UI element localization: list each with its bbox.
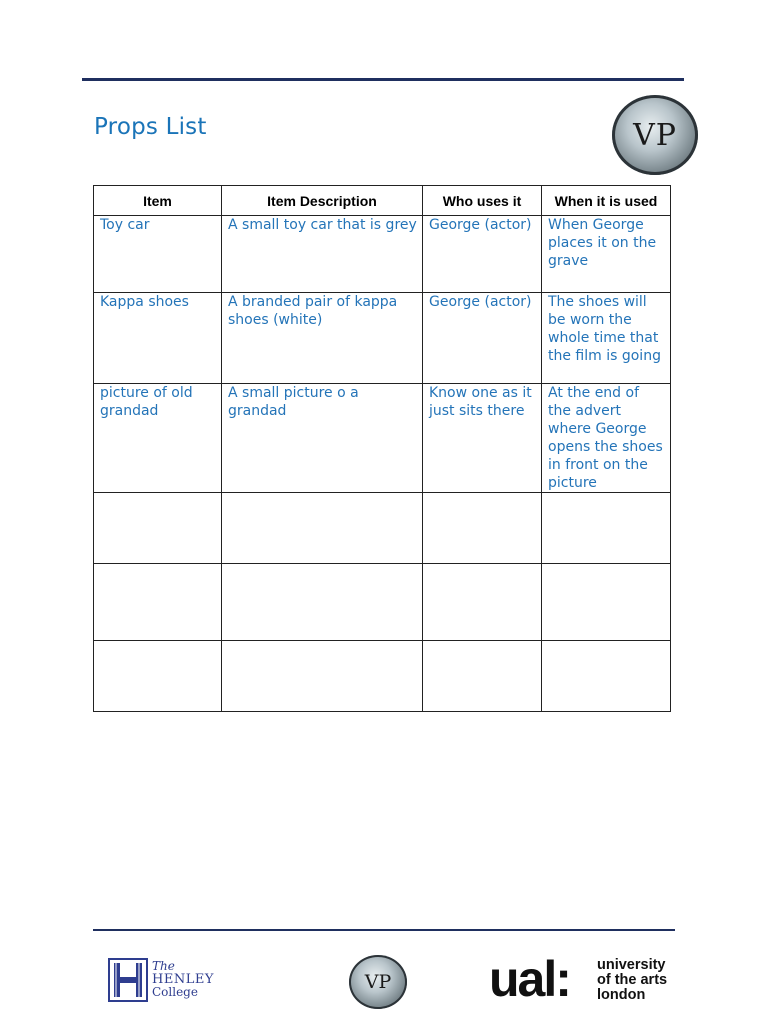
henley-crest-icon [108,958,148,1002]
cell-when: The shoes will be worn the whole time that the film is going [542,293,671,384]
cell-item [94,564,222,641]
cell-who [423,564,542,641]
cell-description [222,564,423,641]
ual-line2: of the arts [597,972,668,988]
table-row [94,564,671,641]
cell-when [542,564,671,641]
table-row [94,293,671,384]
henley-name: HENLEY [152,972,214,987]
cell-who: George (actor) [423,216,542,293]
cell-when [542,641,671,712]
cell-who: George (actor) [423,293,542,384]
ual-logo [489,951,679,1008]
cell-description: A small toy car that is grey [222,216,423,293]
top-divider [82,78,684,81]
henley-the: The [152,959,175,973]
column-header-when: When it is used [542,186,671,216]
page-title: Props List [94,114,207,140]
table-row [94,384,671,493]
cell-who [423,493,542,564]
cell-description [222,641,423,712]
henley-wordmark [152,960,214,999]
vp-footer-logo-text: VP [364,971,392,993]
cell-who [423,641,542,712]
cell-when [542,493,671,564]
henley-college: College [152,985,198,999]
cell-description: A branded pair of kappa shoes (white) [222,293,423,384]
props-table [93,185,671,712]
cell-when: At the end of the advert where George opens the shoes in front on the picture [542,384,671,493]
column-header-who: Who uses it [423,186,542,216]
cell-item [94,493,222,564]
cell-item: picture of old grandad [94,384,222,493]
ual-line3: london [597,987,646,1003]
table-row [94,641,671,712]
column-header-item: Item [94,186,222,216]
cell-when: When George places it on the grave [542,216,671,293]
column-header-description: Item Description [222,186,423,216]
ual-wordmark [597,958,667,1003]
cell-item: Toy car [94,216,222,293]
cell-item [94,641,222,712]
ual-mark: ual: [489,951,570,1007]
cell-description: A small picture o a grandad [222,384,423,493]
table-row [94,493,671,564]
footer-divider [93,929,675,931]
vp-logo [612,95,698,175]
henley-college-logo [108,958,218,1004]
vp-logo-text: VP [633,117,677,153]
cell-item: Kappa shoes [94,293,222,384]
cell-who: Know one as it just sits there [423,384,542,493]
ual-line1: university [597,957,666,973]
vp-footer-logo [349,955,407,1009]
cell-description [222,493,423,564]
table-row [94,216,671,293]
table-header-row [94,186,671,216]
